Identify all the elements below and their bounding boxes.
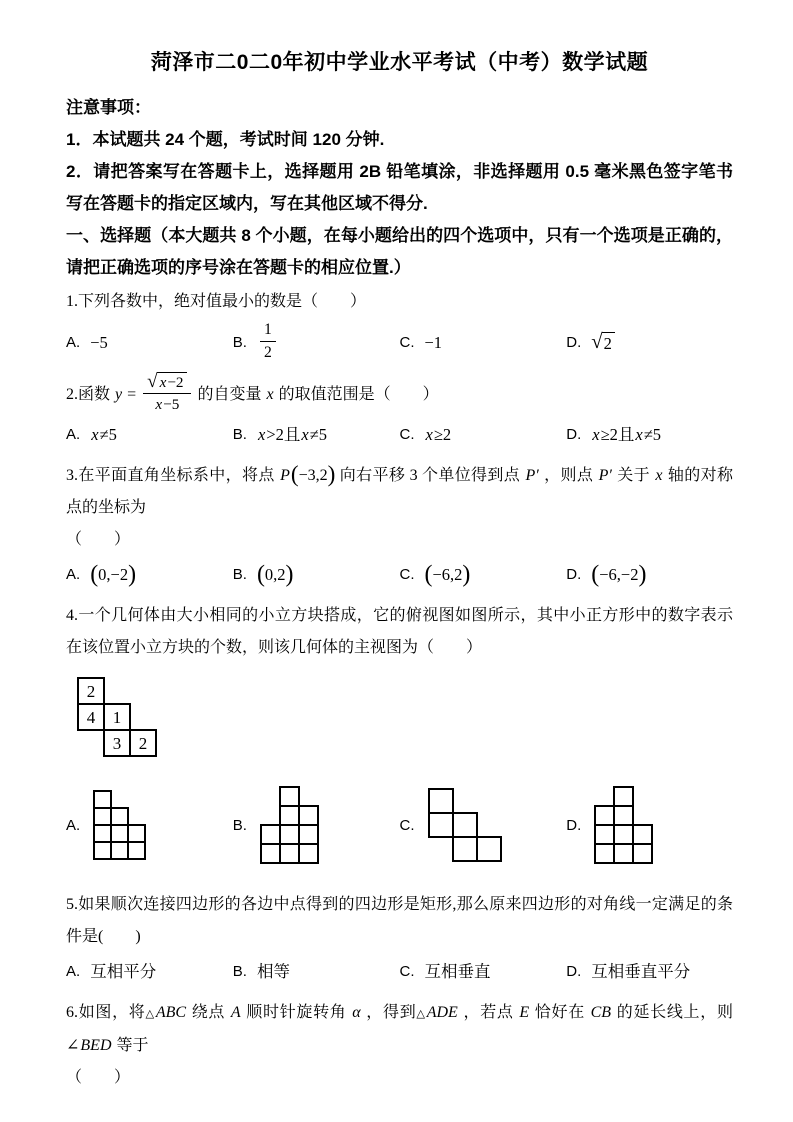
option-label: A. [66, 963, 81, 981]
option-content: −1 [424, 333, 443, 353]
option-label: C. [399, 426, 415, 444]
q5-option-c [400, 957, 567, 987]
option-label: C. [399, 963, 415, 981]
cube-shape-b [259, 785, 320, 865]
q4-option-d [566, 785, 733, 865]
option-label: C. [399, 816, 415, 834]
option-label: A. [66, 334, 81, 352]
option-content: −5 [90, 333, 108, 353]
option-label: A. [66, 816, 81, 834]
notice-heading: 注意事项： [66, 98, 151, 117]
q3-option-b [233, 560, 400, 590]
option-label: A. [66, 426, 81, 444]
section-1-heading: 一、选择题（本大题共 8 个小题，在每小题给出的四个选项中，只有一个选项是正确的，请把正确选项的序号涂在答题卡的相应位置.） [66, 226, 733, 277]
option-label: D. [566, 334, 582, 352]
option-content: √ 2 [591, 328, 615, 358]
option-label: D. [566, 816, 582, 834]
q2-option-b [233, 420, 400, 450]
q5-option-a [66, 957, 233, 987]
option-label: D. [566, 566, 582, 584]
q4-option-c [400, 787, 567, 863]
option-label: B. [232, 334, 247, 352]
question-1-stem: 1.下列各数中，绝对值最小的数是（ ） [66, 293, 367, 310]
option-content: (−6,2) [424, 562, 471, 589]
svg-text:4: 4 [86, 708, 96, 728]
question-2-options [66, 420, 733, 450]
option-label: B. [232, 566, 247, 584]
question-5-options [66, 957, 733, 987]
option-content: x≥2且x≠5 [592, 425, 662, 445]
option-label: A. [66, 566, 81, 584]
q1-option-c [400, 328, 567, 358]
question-4-stem: 4.一个几何体由大小相同的小立方块搭成，它的俯视图如图所示，其中小正方形中的数字表示在该位置小立方块的个数，则该几何体的主视图为（ ） [66, 607, 733, 657]
svg-text:1: 1 [112, 708, 122, 728]
q2-option-a [66, 420, 233, 450]
notice-item-1: 1．本试题共 24 个题，考试时间 120 分钟. [66, 130, 385, 149]
cube-shape-a [92, 789, 147, 861]
option-label: C. [399, 566, 415, 584]
question-6-stem: 6.如图，将△ABC 绕点 A 顺时针旋转角 α ，得到△ADE ，若点 E 恰好在 CB 的延长线上，则∠BED 等于 （ ） [66, 1004, 733, 1087]
q1-option-b [233, 322, 400, 364]
notice-item-2: 2．请把答案写在答题卡上，选择题用 2B 铅笔填涂，非选择题用 0.5 毫米黑色签字笔书写在答题卡的指定区域内，写在其他区域不得分. [66, 162, 733, 213]
question-3-options [66, 560, 733, 590]
option-label: B. [232, 963, 247, 981]
q3-option-c [400, 560, 567, 590]
question-2-stem: 2.函数 y = √ x−2 x−5 的自变量 x 的取值范围是（ ） [66, 371, 439, 414]
svg-text:3: 3 [112, 734, 122, 754]
q4-option-b [233, 785, 400, 865]
option-content: 互相垂直 [424, 962, 491, 982]
question-5-stem: 5.如果顺次连接四边形的各边中点得到的四边形是矩形,那么原来四边形的对角线一定满足的条件是( ) [66, 896, 733, 946]
option-content: x≠5 [91, 425, 117, 445]
question-4-top-view-figure [76, 676, 733, 763]
option-content: x≥2 [425, 425, 452, 445]
q2-option-c [400, 420, 567, 450]
option-label: D. [566, 426, 582, 444]
page-title: 菏泽市二0二0年初中学业水平考试（中考）数学试题 [150, 51, 649, 74]
question-3-stem: 3.在平面直角坐标系中，将点 P(−3,2) 向右平移 3 个单位得到点 P′ ，则点 P′ 关于 x 轴的对称点的坐标为 （ ） [66, 462, 733, 549]
option-content: (−6,−2) [591, 562, 647, 589]
q5-option-b [233, 957, 400, 987]
q1-option-d [566, 328, 733, 358]
option-content: (0,2) [256, 562, 294, 589]
q5-option-d [566, 957, 733, 987]
svg-text:2: 2 [138, 734, 148, 754]
svg-text:2: 2 [86, 682, 96, 702]
option-content: (0,−2) [90, 562, 137, 589]
option-label: C. [399, 334, 415, 352]
q1-option-a [66, 328, 233, 358]
q2-option-d [566, 420, 733, 450]
option-content: $\frac{1}{2}$ [257, 322, 279, 364]
option-content: 相等 [256, 962, 290, 982]
question-1-options [66, 322, 733, 364]
option-content: 互相平分 [90, 962, 157, 982]
cube-shape-d [593, 785, 654, 865]
option-content: 互相垂直平分 [591, 962, 691, 982]
option-label: D. [566, 963, 582, 981]
option-label: B. [232, 426, 247, 444]
option-content: x>2且x≠5 [257, 425, 327, 445]
q4-option-a [66, 789, 233, 861]
option-label: B. [232, 816, 247, 834]
cube-shape-c [427, 787, 503, 863]
q3-option-d [566, 560, 733, 590]
question-4-options [66, 777, 733, 873]
q3-option-a [66, 560, 233, 590]
